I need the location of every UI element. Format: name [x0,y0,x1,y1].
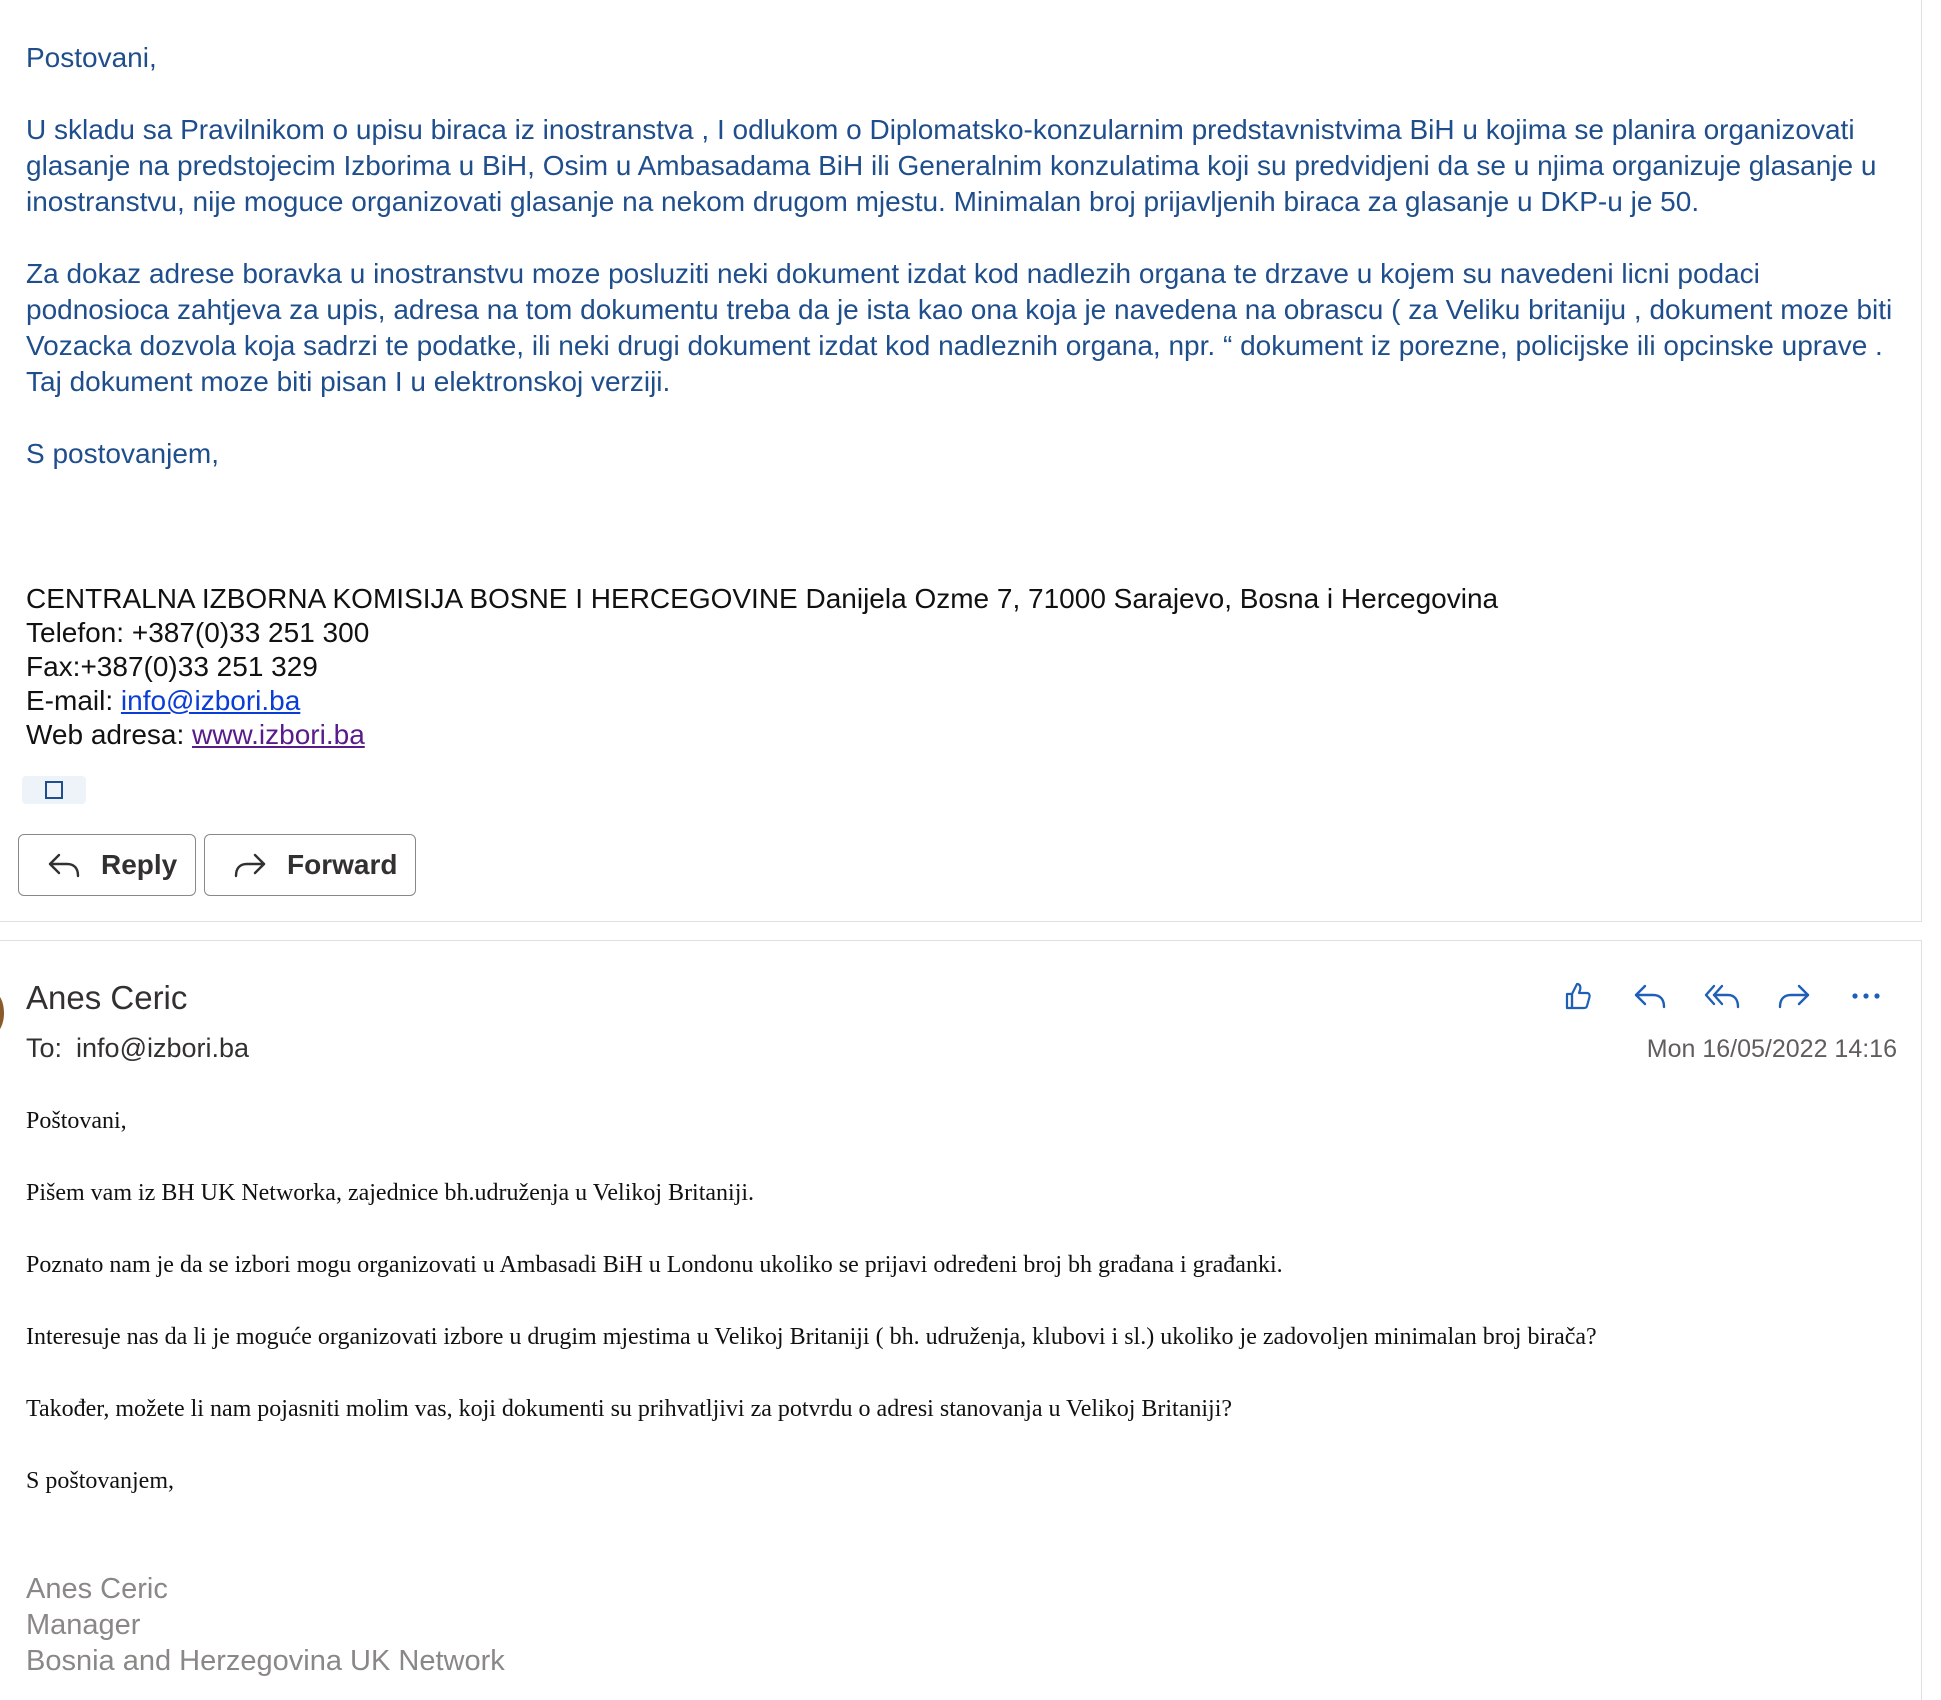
signature-web-line [26,718,1498,752]
closing: S poštovanjem, [26,1468,174,1494]
body-paragraph: Za dokaz adrese boravka u inostranstvu moze posluziti neki dokument izdat kod nadlezih organa te drzave u kojem su navedeni licni podaci podnosioca zahtjeva za upis, adresa na tom dokumentu treba da je ista kao ona koja je navedena na obrascu ( za Veliku britaniju , dokument moze biti Vozacka dozvola koja sadrzi te podatke, ili neki drugi dokument izdat kod nadleznih organa, npr. “ dokument iz porezne, policijske ili opcinske uprave . Taj dokument moze biti pisan I u elektronskoj verziji. [26,258,1893,397]
like-button[interactable] [1559,977,1597,1015]
reply-icon [47,851,81,879]
like-icon [1563,981,1593,1011]
forward-icon [233,851,267,879]
reply-label: Reply [101,849,178,880]
signature-name: Anes Ceric [26,1573,168,1605]
reply-icon [1633,982,1667,1010]
message-actions [1559,977,1885,1015]
show-quoted-text-button[interactable] [22,776,86,804]
reply-button[interactable] [18,834,196,896]
greeting: Poštovani, [26,1108,127,1134]
avatar[interactable] [0,993,4,1033]
closing: S postovanjem, [26,438,219,469]
signature-phone: Telefon: +387(0)33 251 300 [26,617,370,648]
body-paragraph: Poznato nam je da se izbori mogu organizovati u Ambasadi BiH u Londonu ukoliko se prijavi određeni broj bh građana i građanki. [26,1252,1283,1278]
sender-name[interactable]: Anes Ceric [26,979,188,1016]
message-body [26,40,1906,508]
signature-org: Bosnia and Herzegovina UK Network [26,1645,505,1677]
forward-icon [1777,982,1811,1010]
forward-button[interactable] [204,834,416,896]
body-paragraph: U skladu sa Pravilnikom o upisu biraca iz inostranstva , I odlukom o Diplomatsko-konzularnim predstavnistvima BiH u kojima se planira organizovati glasanje na predstojecim Izborima u BiH, Osim u Ambasadama BiH ili Generalnim konzulatima koji su predvidjeni da se u njima organizuje glasanje u inostranstvu, nije moguce organizovati glasanje na nekom drugom mjestu. Minimalan broj prijavljenih biraca za glasanje u DKP-u je 50. [26,114,1877,217]
signature-org: CENTRALNA IZBORNA KOMISIJA BOSNE I HERCEGOVINE Danijela Ozme 7, 71000 Sarajevo, Bosna i Hercegovina [26,583,1499,614]
web-label: Web adresa: [26,719,193,750]
greeting: Postovani, [26,42,157,73]
email-label: E-mail: [26,685,121,716]
signature-title: Manager [26,1609,141,1641]
reply-action-button[interactable] [1631,977,1669,1015]
signature-block [26,582,1498,752]
body-paragraph: Interesuje nas da li je moguće organizovati izbore u drugim mjestima u Velikoj Britaniji ( bh. udruženja, klubovi i sl.) ukoliko je zadovoljen minimalan broj birača? [26,1324,1597,1350]
signature-block [26,1571,505,1679]
more-icon [1851,991,1881,1001]
body-paragraph: Također, možete li nam pojasniti molim vas, koji dokumenti su prihvatljivi za potvrdu o adresi stanovanja u Velikoj Britaniji? [26,1396,1233,1422]
email-link[interactable]: info@izbori.ba [120,685,301,716]
body-paragraph: Pišem vam iz BH UK Networka, zajednice bh.udruženja u Velikoj Britaniji. [26,1180,755,1206]
recipient[interactable]: info@izbori.ba [76,1033,250,1063]
message-date: Mon 16/05/2022 14:16 [1646,1035,1897,1063]
to-label: To: [26,1033,63,1063]
forward-label: Forward [287,849,398,880]
signature-fax: Fax:+387(0)33 251 329 [26,651,318,682]
more-actions-button[interactable] [1847,977,1885,1015]
message-body [26,1103,1906,1535]
web-link[interactable]: www.izbori.ba [192,719,365,750]
square-icon [45,781,63,799]
signature-email-line [26,684,1498,718]
reply-all-button[interactable] [1703,977,1741,1015]
forward-action-button[interactable] [1775,977,1813,1015]
reply-all-icon [1704,982,1740,1010]
message-original-card [0,940,1922,1700]
recipient-line [26,1033,249,1064]
